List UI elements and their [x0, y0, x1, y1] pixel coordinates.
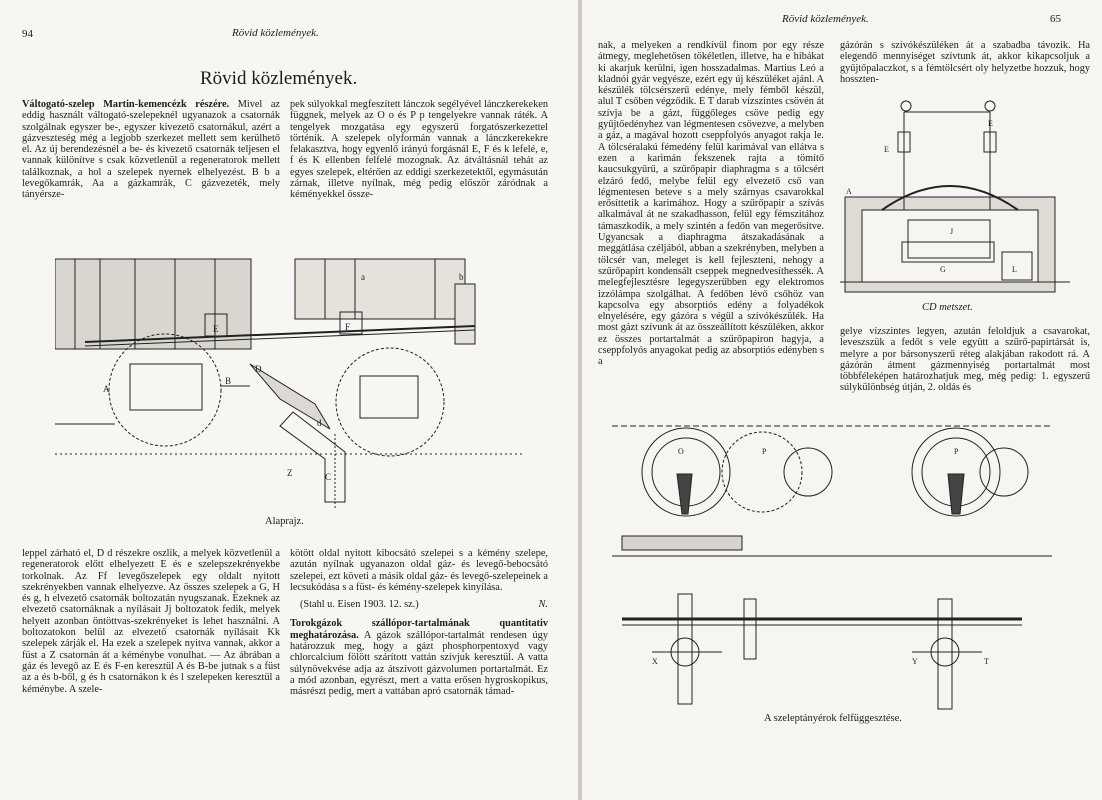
left-running-head: Rövid közlemények. [232, 27, 319, 39]
right-page [582, 0, 1102, 800]
right-col2-text-bottom: gelye vízszintes legyen, azután feloldjuk a csavarokat, leveszszük a fedőt s vele együtt a szűrő-papirtársát is, melyre a por bársonyszerű réteg alakjában rakodott rá. A gázórán átment gázmennyiség portartalmát most többféleképen határozhatjuk meg, még pedig: 1. egyszerű súlykülönbség útján, 2. oldás és [840, 326, 1090, 394]
section-title: Rövid közlemények. [200, 68, 358, 89]
cd-caption-text: CD metszet. [922, 302, 973, 313]
svg-text:d: d [317, 418, 322, 428]
article1-source: (Stahl u. Eisen 1903. 12. sz.) [300, 599, 419, 611]
article1-col1-bottom [22, 548, 280, 695]
figure-caption-cd-metszet [922, 302, 973, 313]
svg-text:E: E [988, 119, 993, 128]
svg-text:a: a [361, 272, 365, 282]
svg-text:G: G [940, 265, 946, 274]
figure-caption-valve-suspension: A szeleptányérok felfüggesztése. [764, 713, 902, 724]
svg-text:A: A [846, 187, 852, 196]
svg-text:P: P [762, 447, 767, 456]
svg-text:Y: Y [912, 657, 918, 666]
right-running-head: Rövid közlemények. [782, 13, 869, 25]
article1-title: Váltogató-szelep Martin-kemencézk részére. [22, 99, 230, 110]
svg-text:A: A [103, 384, 110, 394]
right-col1-text: nak, a melyeken a rendkívül finom por egy része átmegy, meglehetősen tökéletlen, illetve, ha e hibákat ki akarjuk kerülni, igen hosszadalmas. Martius Leó a kladnói gyár vegyésze, ezért egy új készüléket ajánl. A készülék tölcsérszerű edénye, mely fémből készül, alul T csőben végződik. E T darab vízszintes csövén át szívja be a gázt, függőleges csöve pedig egy gyűjtőedényhez van légmentesen csövezve, a melyben a gáz, a magával hozott cseppfolyós anyagot rakja le. A tölcséralakú fémedény felül karimával van ellátva s ezen a karimán fekszenek rajta a tömítő kaucsukgyűrű, a szűrőpapir diaphragma s a tölcsért elzáró fedő, melybe felül egy elvezető cső van légmentesen beteve s a mely szárnyas csavarokkal erősíttetik a karimához. Hogy a szűrőpapir a szívás alkalmával át ne szakadhasson, felül egy fémszitához támaszkodik, a mely szintén a fedőn van megerősítve. Ugyancsak a diaphragma átszakadásának a meggátlása czéljából, abban a szekrényben, melyben a tölcsér van, meleget is kell fejleszteni, nehogy a szűrőpapirt kondensált cseppek megnedvesíthessék. A melegfejlesztésre legegyszerűbben egy elektromos izzólámpa szolgálhat. A fedőben lévő csőhöz van kapcsolva egy absorptiós edény a folyadékok elnyelésére, egy gázóra s végül a szívókészülék. Ha most gázt szívunk át az összeállított készüléken, akkor ez összes portartalmát a szűrőpapiron hagyja, a cseppfolyós anyagokat pedig az absorptiós edényben s a [598, 40, 824, 368]
article1-text-a: Mivel az eddig használt váltogató-szelepeknél ugyanazok a csatornák szolgálnak egyszer be-, egyszer kivezető csatornákul, azért a gázveszteség még a legjobb szerkezet mellett sem kerülhető el. Az új berendezésnél a be- és kivezető csatornák teljesen el vannak különítve s csak közvetlenül a regeneratorok mellett találkoznak, a hol a szelepek nyernek elhelyezést. B b a levegőkamrák, Aa a gázkamrák, C gázvezeték, mely tányérsze- [22, 99, 281, 201]
right-col2-text-top: gázórán s szívókészüléken át a szabadba távozik. Ha elegendő mennyiséget szívtunk át, akkor kikapcsoljuk a gyűjtőpalaczkot, s a fémtölcsért oly helyzetbe hozzuk, hogy hosszten- [840, 40, 1090, 85]
svg-text:P: P [954, 447, 959, 456]
article1-text-b: pek súlyokkal megfeszített lánczok segélyével lánczkerekeken függnek, melyek az O o és P p tengelyekre vannak ráték. A tengelyek mozgatása egy egyszerű forgatószerkezettel történik. A szelepek olyformán vannak a lánczkerekekre felakasztva, hogy egyenlő irányú forgásnál E, F és k lefelé, e, f és K ellenben felfelé mozognak. Az átváltásnál tehát az egyes szelepek, eltérően az eddigi szerkezetektől, egymásután zárnak, illetve nyílnak, még pedig először záródnak a kéményekkel össze- [290, 99, 548, 201]
svg-text:X: X [652, 657, 658, 666]
right-col2-bottom [840, 326, 1090, 394]
svg-text:O: O [678, 447, 684, 456]
right-col2-top [840, 40, 1090, 85]
article1-col2-top [290, 99, 548, 201]
article1-text-d: kötött oldal nyitott kibocsátó szelepei s a kémény szelepe, azután nyílnak ugyanazon oldal gáz- és levegő-bebocsátó szelepei, ezt követi a másik oldal gáz- és levegő-szelepeinek a lecsukódása s a füst- és kémény-szelepek kinyílása. [290, 548, 548, 593]
svg-text:D: D [255, 364, 262, 374]
article2-title: Torokgázok szállópor-tartalmának quantitativ meghatározása. [290, 618, 548, 641]
right-page-number: 65 [1050, 13, 1061, 25]
svg-text:T: T [984, 657, 989, 666]
left-page-number: 94 [22, 28, 33, 40]
svg-text:C: C [325, 472, 332, 482]
svg-text:b: b [459, 272, 464, 282]
svg-text:F: F [345, 322, 351, 332]
svg-text:E: E [213, 324, 219, 334]
article1-col2-bottom [290, 548, 548, 698]
figure-caption-alaprajz: Alaprajz. [265, 516, 304, 527]
svg-text:E: E [884, 145, 889, 154]
article2-text: A gázok szállópor-tartalmát rendesen úgy határozzuk meg, hogy a gázt phosphorpentoxyd vagy chlorcalcium fölött szárított vattán szívjuk keresztül. A vatta súlynövekvése adja az átszívott gázvolumen portartalmát. Ez a mód azonban, egyrészt, mert a vatta erősen hygroskopikus, másrészt pedig, mert a vattában apró csatornák támad- [290, 629, 548, 698]
article1-text-c: leppel zárható el, D d részekre oszlik, a melyek közvetlenül a regeneratorok előtt elhelyezett E és e szelepszekrényekbe torkolnak. Az Ff levegőszelepek egy oldalt nyitott szekrényekben vannak elhelyezve. Az összes szelepek a G, H és g, h elvezető csatornák boltozatán nyugszanak. Ezeknek az elvezető csatornáknak a nyílásait Jj boltozatok fedik, melyek helyett azonban öntöttvas-szekrényeket is lehet használni. A boltozatokon belül az elvezető csatornák nyílásait Kk szelepek zárják el. Ha ezek a szelepek nyitva vannak, akkor a füst a Z csatornán át a kéménybe vonulhat. — Az ábrában a gáz és levegő az E és F-en keresztül A és B-be jutnak s a füst az a és b-ből, g és h csatornákon k és l szelepeken keresztül a kéménybe. A szele- [22, 548, 280, 695]
floor-plan-figure [55, 254, 525, 512]
svg-text:Z: Z [287, 468, 293, 478]
svg-text:J: J [950, 227, 954, 236]
valve-suspension-figure [612, 424, 1052, 712]
svg-text:B: B [225, 376, 232, 386]
article1-signature: N. [538, 599, 548, 611]
cd-section-figure [840, 92, 1070, 302]
svg-text:L: L [1012, 265, 1017, 274]
article1-col1-top [22, 99, 280, 201]
right-col1 [598, 40, 824, 368]
